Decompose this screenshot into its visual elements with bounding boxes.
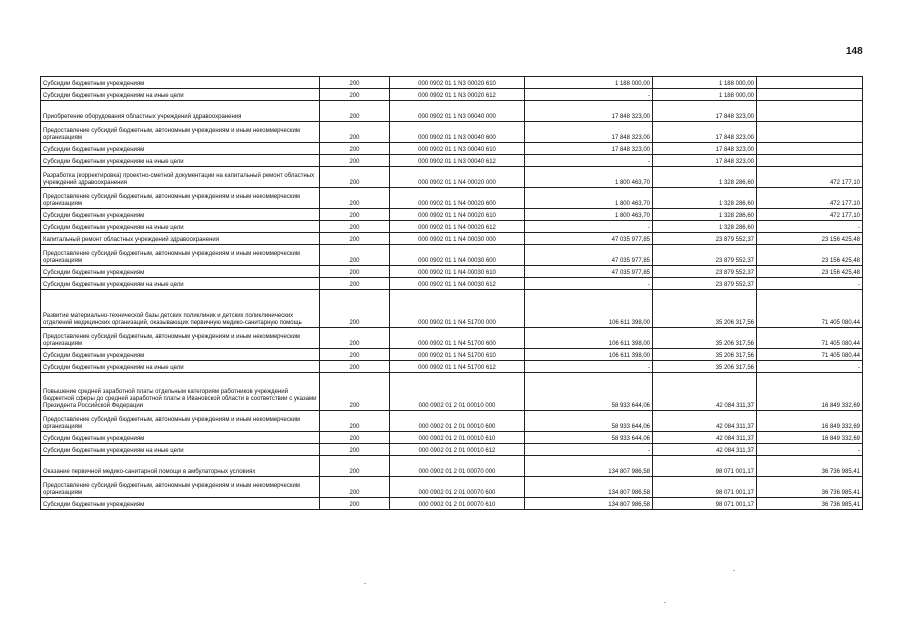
row-value-2: 1 328 286,60 [653,221,757,233]
row-value-3 [757,155,863,167]
row-value-2: 35 206 317,56 [653,328,757,349]
row-value-1: 106 611 398,00 [525,328,653,349]
table-row [41,444,863,456]
row-value-1: 17 848 323,00 [525,122,653,143]
row-code: 200 [320,498,390,510]
row-value-2: 23 879 552,37 [653,266,757,278]
row-value-2: 23 879 552,37 [653,245,757,266]
row-value-3: 472 177,10 [757,167,863,188]
row-value-1: 1 188 000,00 [525,77,653,89]
row-value-2: 1 328 286,60 [653,167,757,188]
row-value-1: 134 807 986,58 [525,477,653,498]
row-value-2: 1 328 286,60 [653,209,757,221]
row-kbk: 000 0902 01 2 01 00010 610 [390,432,525,444]
row-name: Субсидии бюджетным учреждениям [41,266,320,278]
row-name: Предоставление субсидий бюджетным, автономным учреждениям и иным некоммерческим организациям [41,122,320,143]
row-value-1: - [525,444,653,456]
row-value-2: 42 084 311,37 [653,411,757,432]
row-value-2: 1 328 286,60 [653,188,757,209]
row-value-3 [757,101,863,122]
row-value-2: 35 206 317,56 [653,361,757,373]
row-value-3: 71 405 080,44 [757,349,863,361]
row-value-2: 23 879 552,37 [653,278,757,290]
row-value-2: 1 188 000,00 [653,89,757,101]
table-row [41,349,863,361]
table-row [41,328,863,349]
row-value-3: 472 177,10 [757,209,863,221]
row-code: 200 [320,209,390,221]
row-name: Субсидии бюджетным учреждениям [41,77,320,89]
row-name: Субсидии бюджетным учреждениям на иные цели [41,155,320,167]
row-value-2: 98 071 001,17 [653,477,757,498]
table-row [41,209,863,221]
row-value-2: 42 084 311,37 [653,432,757,444]
row-value-1: 58 933 644,06 [525,411,653,432]
row-name: Субсидии бюджетным учреждениям на иные цели [41,89,320,101]
row-value-1: 134 807 986,58 [525,456,653,477]
row-value-2: 23 879 552,37 [653,233,757,245]
row-code: 200 [320,290,390,328]
row-kbk: 000 0902 01 1 N4 00020 000 [390,167,525,188]
row-code: 200 [320,77,390,89]
row-kbk: 000 0902 01 1 N4 00030 600 [390,245,525,266]
scan-speck [364,583,366,584]
table-row [41,77,863,89]
table-row [41,456,863,477]
row-kbk: 000 0902 01 1 N4 00030 612 [390,278,525,290]
row-code: 200 [320,101,390,122]
row-kbk: 000 0902 01 1 N3 00040 600 [390,122,525,143]
table-row [41,278,863,290]
row-kbk: 000 0902 01 1 N4 51700 000 [390,290,525,328]
row-name: Предоставление субсидий бюджетным, автономным учреждениям и иным некоммерческим организациям [41,411,320,432]
row-value-3: 23 156 425,48 [757,245,863,266]
row-code: 200 [320,444,390,456]
row-name: Субсидии бюджетным учреждениям [41,432,320,444]
row-kbk: 000 0902 01 2 01 00070 000 [390,456,525,477]
row-code: 200 [320,456,390,477]
row-code: 200 [320,266,390,278]
row-kbk: 000 0902 01 2 01 00010 600 [390,411,525,432]
row-kbk: 000 0902 01 2 01 00070 610 [390,498,525,510]
row-value-2: 17 848 323,00 [653,155,757,167]
row-kbk: 000 0902 01 1 N3 00040 610 [390,143,525,155]
row-kbk: 000 0902 01 1 N3 00020 612 [390,89,525,101]
table-row [41,290,863,328]
row-value-3: - [757,221,863,233]
table-row [41,143,863,155]
row-value-1: 106 611 398,00 [525,290,653,328]
row-value-3 [757,143,863,155]
page-number: 148 [846,46,863,57]
row-kbk: 000 0902 01 1 N3 00040 612 [390,155,525,167]
row-name: Предоставление субсидий бюджетным, автономным учреждениям и иным некоммерческим организациям [41,245,320,266]
row-name: Приобретение оборудования областных учреждений здравоохранения [41,101,320,122]
row-name: Повышение средней заработной платы отдельным категориям работников учреждений бюджетной сферы до средней заработной платы в Ивановской области в соответствии с указами Президента Российской Федерации [41,373,320,411]
row-code: 200 [320,349,390,361]
row-value-1: 47 035 977,85 [525,245,653,266]
row-value-2: 35 206 317,56 [653,349,757,361]
row-value-2: 1 188 000,00 [653,77,757,89]
row-kbk: 000 0902 01 1 N4 51700 612 [390,361,525,373]
row-kbk: 000 0902 01 1 N4 00030 610 [390,266,525,278]
row-value-1: - [525,361,653,373]
row-value-2: 17 848 323,00 [653,143,757,155]
row-value-3: 23 156 425,48 [757,233,863,245]
row-value-2: 42 084 311,37 [653,444,757,456]
row-kbk: 000 0902 01 1 N3 00040 000 [390,101,525,122]
row-code: 200 [320,411,390,432]
table-row [41,167,863,188]
row-value-3: 16 849 332,69 [757,411,863,432]
table-row [41,477,863,498]
row-kbk: 000 0902 01 1 N4 00020 610 [390,209,525,221]
row-code: 200 [320,432,390,444]
row-kbk: 000 0902 01 1 N4 00030 000 [390,233,525,245]
row-kbk: 000 0902 01 1 N4 00020 612 [390,221,525,233]
table-row [41,188,863,209]
row-kbk: 000 0902 01 2 01 00010 612 [390,444,525,456]
row-value-3: 71 405 080,44 [757,290,863,328]
row-code: 200 [320,278,390,290]
row-name: Субсидии бюджетным учреждениям на иные цели [41,361,320,373]
row-name: Капитальный ремонт областных учреждений здравоохранения [41,233,320,245]
budget-table-body [41,77,863,510]
row-kbk: 000 0902 01 2 01 00010 000 [390,373,525,411]
row-value-1: 17 848 323,00 [525,143,653,155]
table-row [41,155,863,167]
row-value-1: 1 800 463,70 [525,167,653,188]
row-value-1: 17 848 323,00 [525,101,653,122]
row-name: Предоставление субсидий бюджетным, автономным учреждениям и иным некоммерческим организациям [41,328,320,349]
table-row [41,266,863,278]
row-value-1: 106 611 398,00 [525,349,653,361]
row-code: 200 [320,122,390,143]
row-value-2: 35 206 317,56 [653,290,757,328]
row-value-3: 71 405 080,44 [757,328,863,349]
row-code: 200 [320,188,390,209]
row-value-1: 1 800 463,70 [525,209,653,221]
row-code: 200 [320,373,390,411]
row-value-1: - [525,89,653,101]
row-name: Субсидии бюджетным учреждениям на иные цели [41,221,320,233]
row-value-2: 98 071 001,17 [653,498,757,510]
row-value-3: 36 736 985,41 [757,498,863,510]
table-row [41,373,863,411]
row-value-2: 17 848 323,00 [653,122,757,143]
row-name: Разработка (корректировка) проектно-сметной документации на капитальный ремонт областных учреждений здравоохранения [41,167,320,188]
budget-table [40,76,863,510]
row-code: 200 [320,89,390,101]
scan-speck [664,602,666,603]
row-value-2: 42 084 311,37 [653,373,757,411]
row-value-1: 134 807 986,58 [525,498,653,510]
row-value-1: 1 800 463,70 [525,188,653,209]
row-value-3: 472 177,10 [757,188,863,209]
row-value-1: - [525,278,653,290]
row-name: Оказание первичной медико-санитарной помощи в амбулаторных условиях [41,456,320,477]
row-kbk: 000 0902 01 2 01 00070 600 [390,477,525,498]
row-value-3: 16 849 332,69 [757,373,863,411]
table-row [41,361,863,373]
table-row [41,101,863,122]
row-value-3: 36 736 985,41 [757,477,863,498]
row-value-3 [757,122,863,143]
row-name: Субсидии бюджетным учреждениям на иные цели [41,278,320,290]
row-code: 200 [320,155,390,167]
table-row [41,89,863,101]
row-name: Субсидии бюджетным учреждениям [41,143,320,155]
row-name: Субсидии бюджетным учреждениям [41,498,320,510]
row-code: 200 [320,167,390,188]
row-value-3: - [757,278,863,290]
row-value-1: - [525,155,653,167]
row-value-1: 58 933 644,06 [525,432,653,444]
row-value-3: - [757,444,863,456]
row-kbk: 000 0902 01 1 N4 51700 600 [390,328,525,349]
table-row [41,411,863,432]
row-code: 200 [320,221,390,233]
row-value-3: 16 849 332,69 [757,432,863,444]
table-row [41,245,863,266]
row-name: Субсидии бюджетным учреждениям на иные цели [41,444,320,456]
row-code: 200 [320,361,390,373]
row-value-3: - [757,361,863,373]
row-kbk: 000 0902 01 1 N4 51700 610 [390,349,525,361]
row-value-3 [757,77,863,89]
row-code: 200 [320,233,390,245]
table-row [41,432,863,444]
row-name: Развитие материально-технической базы детских поликлиник и детских поликлинических отделений медицинских организаций, оказывающих первичную медико-санитарную помощь [41,290,320,328]
row-name: Предоставление субсидий бюджетным, автономным учреждениям и иным некоммерческим организациям [41,477,320,498]
row-code: 200 [320,245,390,266]
row-value-3: 36 736 985,41 [757,456,863,477]
row-value-1: 47 035 977,85 [525,266,653,278]
row-name: Субсидии бюджетным учреждениям [41,349,320,361]
table-row [41,221,863,233]
row-value-2: 98 071 001,17 [653,456,757,477]
row-value-1: 47 035 977,85 [525,233,653,245]
row-value-3: 23 156 425,48 [757,266,863,278]
row-value-3 [757,89,863,101]
row-kbk: 000 0902 01 1 N4 00020 600 [390,188,525,209]
table-row [41,122,863,143]
row-code: 200 [320,328,390,349]
row-code: 200 [320,477,390,498]
table-row [41,233,863,245]
row-code: 200 [320,143,390,155]
row-value-1: - [525,221,653,233]
row-kbk: 000 0902 01 1 N3 00020 610 [390,77,525,89]
row-name: Предоставление субсидий бюджетным, автономным учреждениям и иным некоммерческим организациям [41,188,320,209]
table-row [41,498,863,510]
row-value-2: 17 848 323,00 [653,101,757,122]
row-value-1: 58 933 644,06 [525,373,653,411]
scan-speck [733,570,735,571]
row-name: Субсидии бюджетным учреждениям [41,209,320,221]
